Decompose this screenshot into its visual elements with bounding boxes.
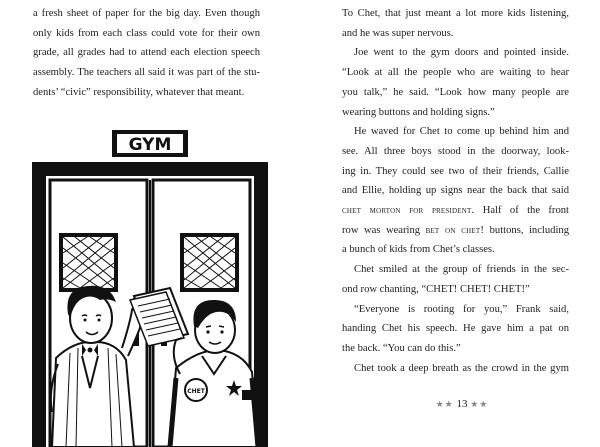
page-number-value: 13 [456,398,468,410]
left-door-window [61,235,116,290]
text-line: a fresh sheet of paper for the big day. Even though [33,8,260,19]
left-page-text [33,4,260,103]
text-line: and he was super nervous. [342,27,454,39]
text-line: Joe went to the gym doors and pointed inside. [354,47,569,59]
text-line: “Look at all the people who are waiting to hear [342,67,569,79]
text-line: ing in. They could see two of their friends, Callie [342,165,569,177]
text-line: To Chet, that just meant a lot more kids listening, [342,8,569,19]
text-line: grade, all grades had to attend each election speech [33,47,260,59]
text-line: you talk,” he said. “Look how many people are [342,86,569,98]
text-line: handing Chet his speech. He gave him a pat on [342,323,569,335]
text-line: only kids from each class could vote for their own [33,27,260,39]
text-line [342,201,569,221]
text-fragment: row was wearing [342,224,421,236]
text-line: “Everyone is rooting for you,” Frank said, [354,303,569,315]
text-line: Chet took a deep breath as the crowd in the gym [354,362,569,374]
sign-phrase: chet morton for president. [342,205,475,217]
text-line: a bunch of kids from Chet’s classes. [342,244,495,256]
button-phrase: bet on chet! [425,224,485,236]
page-number [414,398,510,410]
half-phrase: Half of the front [482,205,569,217]
text-line: dents’ “civic” responsibility, whatever that meant. [33,86,245,98]
text-fragment: buttons, including [489,224,569,236]
gym-sign [112,130,188,157]
text-line: the back. “You can do this.” [342,342,461,354]
text-line: Chet smiled at the group of friends in the sec- [354,264,569,276]
text-line [342,221,569,241]
star-icon: ★★ [470,399,489,409]
text-line: see. All three boys stood in the doorway, look- [342,145,569,157]
svg-text:CHET: CHET [187,388,205,395]
text-line: assembly. The teachers all said it was part of the stu- [33,67,260,79]
right-page-text [342,4,569,378]
gym-doors-illustration [30,128,270,447]
right-door-window [182,235,237,290]
gym-sign-text: GYM [128,135,172,155]
text-line: ond row chanting, “CHET! CHET! CHET!” [342,283,530,295]
text-line: and Ellie, holding up signs near the back that said [342,185,569,197]
text-line: He waved for Chet to come up behind him and [354,126,569,138]
text-line: wearing buttons and holding signs.” [342,106,495,118]
star-icon: ★★ [435,399,454,409]
